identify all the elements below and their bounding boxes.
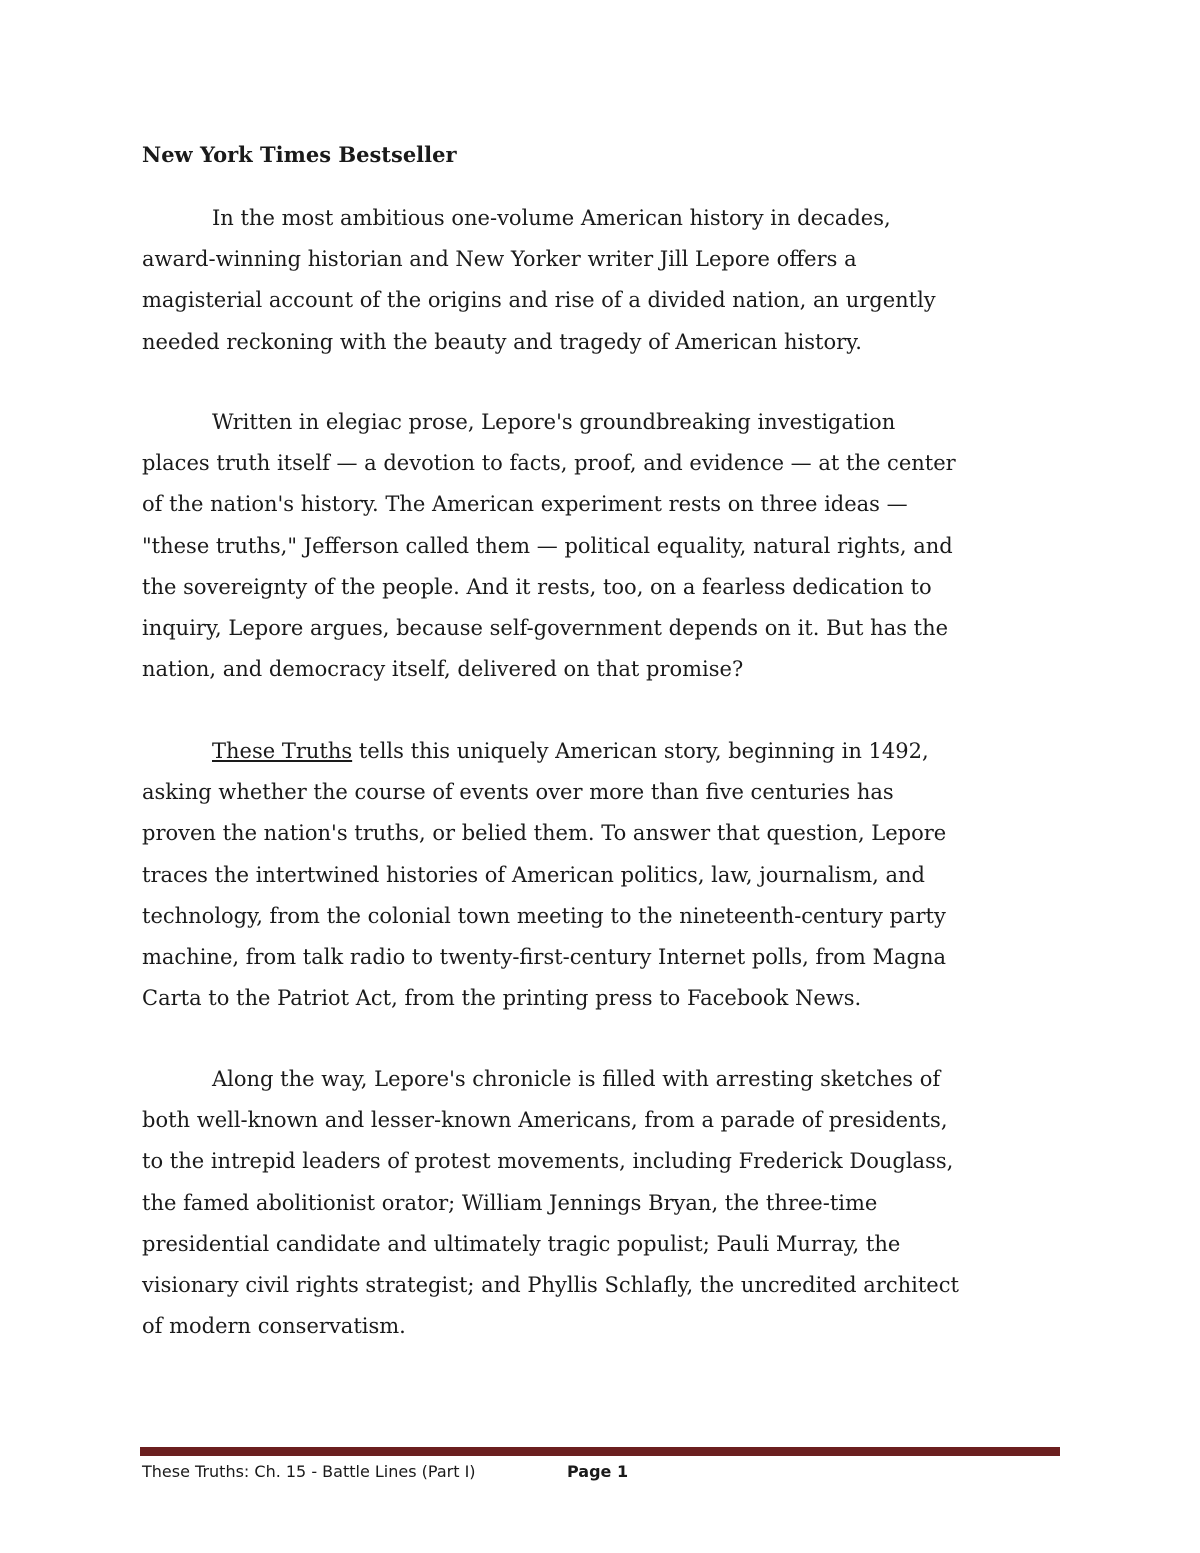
paragraph-line: the sovereignty of the people. And it rests, too, on a fearless dedication to <box>142 574 932 599</box>
paragraph-4 <box>142 1059 1062 1347</box>
footer-title: These Truths: Ch. 15 - Battle Lines (Part I) <box>142 1462 476 1481</box>
paragraph-3 <box>142 731 1062 1019</box>
paragraph-line: Along the way, Lepore's chronicle is filled with arresting sketches of <box>212 1067 941 1091</box>
paragraph-line-rest: tells this uniquely American story, beginning in 1492, <box>352 739 929 763</box>
paragraph-line: "these truths," Jefferson called them — political equality, natural rights, and <box>142 533 953 558</box>
paragraph-line: needed reckoning with the beauty and tragedy of American history. <box>142 329 862 354</box>
paragraph-line: proven the nation's truths, or belied them. To answer that question, Lepore <box>142 821 947 846</box>
page-number: Page 1 <box>567 1462 629 1481</box>
paragraph-line: In the most ambitious one-volume American history in decades, <box>212 206 891 230</box>
paragraph-line: magisterial account of the origins and rise of a divided nation, an urgently <box>142 288 936 313</box>
book-title-underlined: These Truths <box>212 739 353 763</box>
page-footer <box>142 1462 629 1481</box>
paragraph-line: places truth itself — a devotion to facts, proof, and evidence — at the center <box>142 451 956 476</box>
paragraph-line: the famed abolitionist orator; William Jennings Bryan, the three-time <box>142 1190 878 1215</box>
paragraph-line: Carta to the Patriot Act, from the printing press to Facebook News. <box>142 986 862 1011</box>
paragraph-line: technology, from the colonial town meeting to the nineteenth-century party <box>142 903 946 928</box>
paragraph-line: visionary civil rights strategist; and Phyllis Schlafly, the uncredited architect <box>142 1273 959 1298</box>
paragraph-line: to the intrepid leaders of protest movements, including Frederick Douglass, <box>142 1149 954 1174</box>
paragraph-line: machine, from talk radio to twenty-first-century Internet polls, from Magna <box>142 945 947 970</box>
footer-rule <box>140 1447 1060 1456</box>
paragraph-line: inquiry, Lepore argues, because self-government depends on it. But has the <box>142 616 949 641</box>
paragraph-line: of modern conservatism. <box>142 1314 406 1339</box>
paragraph-line: presidential candidate and ultimately tragic populist; Pauli Murray, the <box>142 1231 901 1256</box>
paragraph-2 <box>142 402 1062 690</box>
paragraph-line: both well-known and lesser-known Americans, from a parade of presidents, <box>142 1108 948 1133</box>
paragraph-line: traces the intertwined histories of American politics, law, journalism, and <box>142 862 925 887</box>
paragraph-line: award-winning historian and New Yorker writer Jill Lepore offers a <box>142 247 857 272</box>
paragraph-line: asking whether the course of events over more than five centuries has <box>142 780 894 805</box>
paragraph-first-line <box>142 731 1062 772</box>
paragraph-1 <box>142 198 1062 363</box>
page-title: New York Times Bestseller <box>142 142 457 167</box>
paragraph-line: nation, and democracy itself, delivered on that promise? <box>142 657 744 682</box>
paragraph-line: of the nation's history. The American experiment rests on three ideas — <box>142 492 908 517</box>
paragraph-line: Written in elegiac prose, Lepore's groundbreaking investigation <box>212 410 896 434</box>
